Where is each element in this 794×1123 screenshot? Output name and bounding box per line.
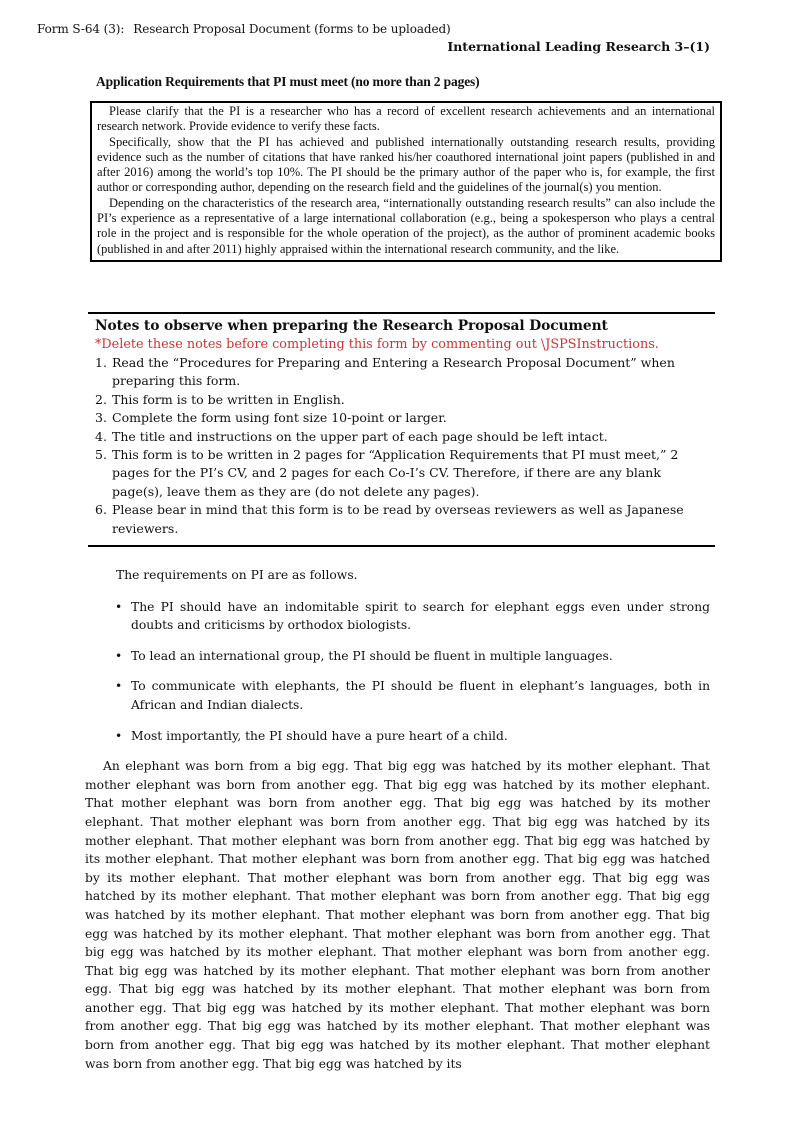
note-item bbox=[95, 391, 711, 409]
note-item-number: 4. bbox=[95, 428, 107, 444]
note-item-text: This form is to be written in English. bbox=[112, 391, 345, 407]
form-number-label: Form S-64 (3): bbox=[37, 22, 125, 36]
delete-note-warning: *Delete these notes before completing this form by commenting out \JSPSInstructions. bbox=[95, 337, 659, 352]
note-item bbox=[95, 446, 711, 501]
notes-bottom-rule bbox=[88, 545, 715, 547]
note-item-number: 2. bbox=[95, 391, 107, 407]
requirements-bullet-list bbox=[85, 598, 710, 746]
requirement-bullet-text: Most importantly, the PI should have a pure heart of a child. bbox=[131, 728, 508, 743]
elephant-paragraph: An elephant was born from a big egg. That big egg was hatched by its mother elephant. That mother elephant was born from another egg. That big egg was hatched by its mother elephant. That mother elephant was born from another egg. That big egg was hatched by its mother elephant. That mother elephant was born from another egg. That big egg was hatched by its mother elephant. That mother elephant was born from another egg. That big egg was hatched by its mother elephant. That mother elephant was born from another egg. That big egg was hatched by its mother elephant. That mother elephant was born from another egg. That big egg was hatched by its mother elephant. That mother elephant was born from another egg. That big egg was hatched by its mother elephant. That mother elephant was born from another egg. That big egg was hatched by its mother elephant. That mother elephant was born from another egg. That big egg was hatched by its mother elephant. That mother elephant was born from another egg. That big egg was hatched by its mother elephant. That mother elephant was born from another egg. That big egg was hatched by its mother elephant. That mother elephant was born from another egg. That big egg was hatched by its mother elephant. That mother elephant was born from another egg. That big egg was hatched by its mother elephant. That mother elephant was born from another egg. That big egg was hatched by its mother elephant. That mother elephant was born from another egg. That big egg was hatched by its bbox=[85, 759, 710, 1071]
requirements-intro: The requirements on PI are as follows. bbox=[116, 568, 358, 582]
bullet-icon: • bbox=[115, 599, 123, 614]
application-requirements-heading: Application Requirements that PI must meet (no more than 2 pages) bbox=[96, 74, 480, 89]
instruction-paragraph: Depending on the characteristics of the research area, “internationally outstanding research results” can also include the PI’s experience as a representative of a large international collaboration (e.g., being a spokesperson who plays a central role in the project and is responsible for the whole operation of the project), as the author of prominent academic books (published in and after 2011) highly appraised within the international research community, and the like. bbox=[97, 195, 715, 256]
note-item-text: Please bear in mind that this form is to be read by overseas reviewers as well as Japanese reviewers. bbox=[112, 502, 684, 536]
form-title-text: Research Proposal Document (forms to be uploaded) bbox=[133, 22, 451, 36]
note-item-text: The title and instructions on the upper part of each page should be left intact. bbox=[112, 428, 608, 444]
form-header-line bbox=[37, 22, 451, 36]
note-item-text: Read the “Procedures for Preparing and Entering a Research Proposal Document” when preparing this form. bbox=[112, 355, 675, 389]
bullet-icon: • bbox=[115, 679, 123, 694]
requirement-bullet-text: To communicate with elephants, the PI should be fluent in elephant’s languages, both in African and Indian dialects. bbox=[131, 679, 710, 712]
note-item-number: 6. bbox=[95, 502, 107, 518]
note-item-number: 5. bbox=[95, 447, 107, 463]
notes-top-rule bbox=[88, 312, 715, 314]
note-item bbox=[95, 501, 711, 538]
note-item-number: 1. bbox=[95, 355, 107, 370]
bullet-icon: • bbox=[115, 648, 123, 663]
pi-requirements-section bbox=[85, 566, 710, 1073]
notes-section bbox=[95, 317, 711, 538]
requirement-bullet-item bbox=[85, 727, 710, 746]
instruction-paragraph: Specifically, show that the PI has achieved and published internationally outstanding research results, providing evidence such as the number of citations that have ranked his/her coauthored international joint papers (published in and after 2016) among the world’s top 10%. The PI should be the primary author of the paper who is, for example, the first author or corresponding author, depending on the research field and the guidelines of the journal(s) you mention. bbox=[97, 134, 715, 195]
notes-list bbox=[95, 354, 711, 538]
note-item bbox=[95, 428, 711, 446]
instruction-paragraph: Please clarify that the PI is a researcher who has a record of excellent research achievements and an international research network. Provide evidence to verify these facts. bbox=[97, 104, 715, 134]
requirement-bullet-text: To lead an international group, the PI should be fluent in multiple languages. bbox=[131, 648, 613, 663]
note-item-text: Complete the form using font size 10-point or larger. bbox=[112, 410, 447, 426]
notes-heading: Notes to observe when preparing the Research Proposal Document bbox=[95, 318, 608, 334]
bullet-icon: • bbox=[115, 728, 123, 743]
note-item-number: 3. bbox=[95, 410, 107, 426]
note-item bbox=[95, 354, 711, 391]
requirement-bullet-item bbox=[85, 647, 710, 666]
requirement-bullet-item bbox=[85, 677, 710, 714]
requirement-bullet-item bbox=[85, 598, 710, 635]
requirement-bullet-text: The PI should have an indomitable spirit to search for elephant eggs even under strong doubts and criticisms by orthodox biologists. bbox=[131, 599, 710, 633]
requirements-instruction-box bbox=[90, 101, 722, 262]
note-item-text: This form is to be written in 2 pages for “Application Requirements that PI must meet,” 2 pages for the PI’s CV, and 2 pages for each Co-I’s CV. Therefore, if there are any blank page(s), leave them as they are (do not delete any pages). bbox=[112, 447, 679, 499]
program-title: International Leading Research 3–(1) bbox=[447, 39, 710, 54]
note-item bbox=[95, 409, 711, 427]
